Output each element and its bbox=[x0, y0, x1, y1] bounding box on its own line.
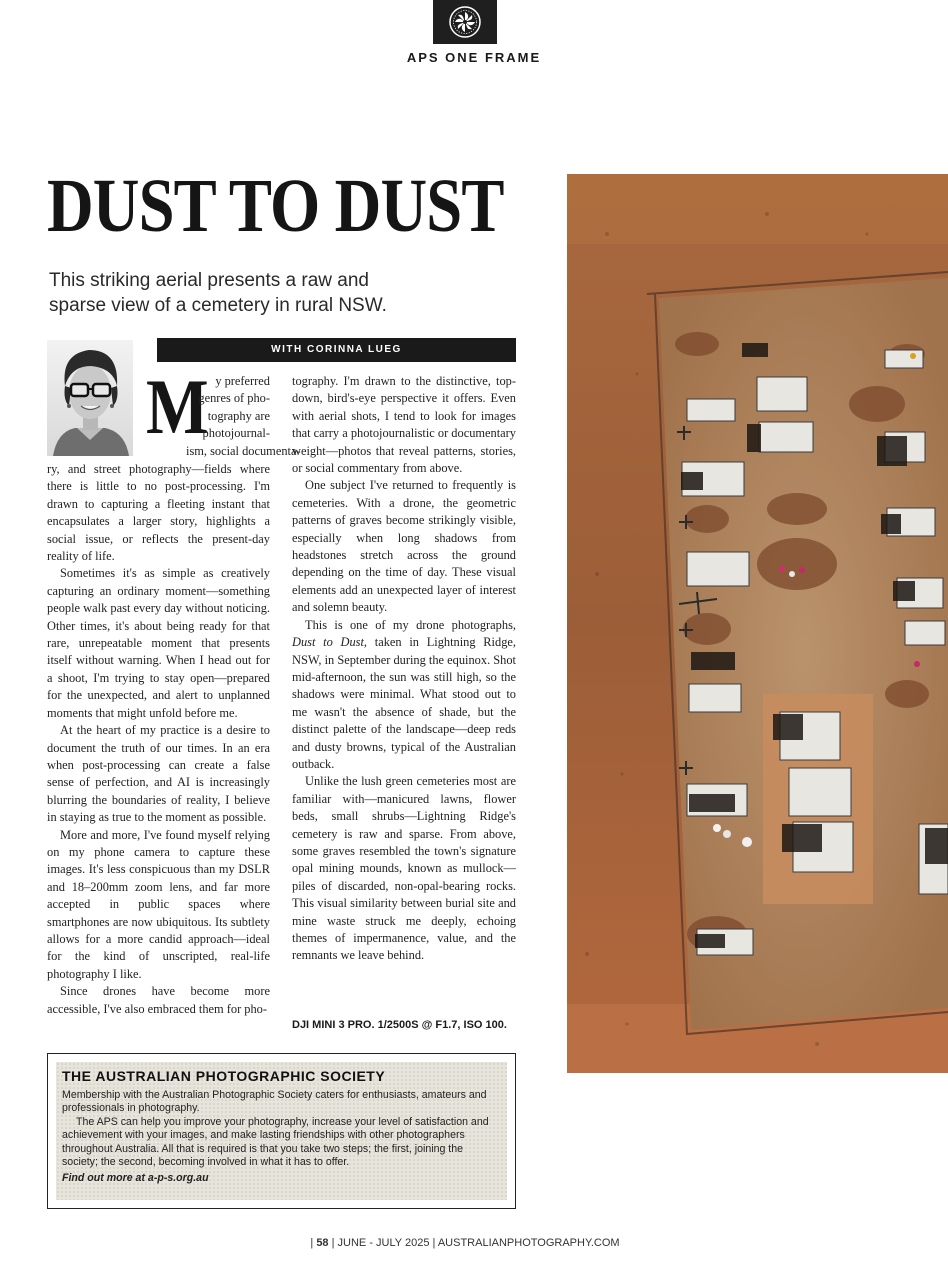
author-portrait bbox=[47, 340, 133, 456]
lead-line: photojournal- bbox=[202, 426, 270, 441]
photo-title: Dust to Dust bbox=[292, 635, 364, 650]
drop-cap: M bbox=[146, 363, 209, 450]
byline: WITH CORINNA LUEG bbox=[157, 338, 516, 362]
article-subtitle: This striking aerial presents a raw and sparse view of a cemetery in rural NSW. bbox=[49, 270, 387, 316]
society-panel bbox=[56, 1062, 507, 1200]
section-label: APS ONE FRAME bbox=[406, 50, 542, 65]
paragraph: ry, and street photography—fields where there is little to no post-processing. I'm drawn to capturing a fleeting instant that encapsulates a larger story, highlights a social issue, or reflects the present-day reality of life. bbox=[47, 462, 270, 564]
paragraph: Since drones have become more accessible, I've also embraced them for pho- bbox=[47, 984, 270, 1016]
lead-line: genres of pho- bbox=[198, 391, 270, 406]
website[interactable]: AUSTRALIANPHOTOGRAPHY.COM bbox=[437, 1237, 620, 1249]
paragraph: At the heart of my practice is a desire to document the truth of our times. In an era when post-processing can create a false sense of perfection, and AI is increasingly blurring the boundaries of reality, I believe in staying as true to the moment as possible. bbox=[47, 723, 270, 825]
paragraph: Unlike the lush green cemeteries most are familiar with—manicured lawns, flower beds, small shrubs—Lightning Ridge's cemetery is raw and sparse. From above, some graves resembled the town's signature opal mining mounds, known as mullock—piles of discarded, non-opal-bearing rocks. This visual similarity between burial site and mine waste struck me deeply, echoing themes of impermanence, value, and the remnants we leave behind. bbox=[292, 774, 516, 963]
body-column-1 bbox=[47, 461, 270, 1018]
aerial-cemetery-photo bbox=[567, 174, 948, 1073]
lead-line: y preferred bbox=[215, 374, 270, 388]
lead-line: tography are bbox=[207, 408, 270, 423]
paragraph: tography. I'm drawn to the distinctive, top-down, bird's-eye perspective it offers. Even with aerial shots, I tend to look for images that carry a photojournalistic or documentary weight—photos that reveal patterns, stories, or social commentary from above. bbox=[292, 374, 516, 476]
article-title: DUST TO DUST bbox=[47, 164, 504, 248]
footer-separator: | bbox=[429, 1237, 438, 1249]
society-link[interactable]: Find out more at a-p-s.org.au bbox=[62, 1172, 209, 1185]
page-number: 58 bbox=[316, 1237, 329, 1249]
paragraph: Sometimes it's as simple as creatively capturing an ordinary moment—something people walk past every day without noticing. Other times, it's about being ready for that rare, unrepeatable moment that presents itself without warning. When I head out for a shoot, I'm trying to stay open—prepared for the unexpected, and alert to unplanned moments that might unfold before me. bbox=[47, 566, 270, 720]
aps-logo bbox=[433, 0, 497, 44]
photo-caption: DJI MINI 3 PRO. 1/2500S @ F1.7, ISO 100. bbox=[292, 1019, 507, 1031]
text-run: , taken in Lightning Ridge, NSW, in September during the equinox. Shot mid-afternoon, the sun was still high, so the shadows were minimal. What stood out to me wasn't the absence of shade, but the distinct palette of the landscape—deep reds and dusty browns, typical of the Australian outback. bbox=[292, 635, 516, 771]
society-box bbox=[47, 1053, 516, 1209]
paragraph bbox=[292, 617, 516, 774]
society-heading: THE AUSTRALIAN PHOTOGRAPHIC SOCIETY bbox=[62, 1068, 386, 1084]
page-footer bbox=[250, 1237, 680, 1249]
paragraph: More and more, I've found myself relying on my phone camera to capture these images. It's less conspicuous than my DSLR and 18–200mm zoom lens, and far more accepted in public spaces where smartphones are now ubiquitous. Its subtlety allows for a more candid approach—ideal for the kind of unscripted, real-life photography I like. bbox=[47, 827, 270, 981]
society-paragraph: The APS can help you improve your photography, increase your level of satisfaction and achievement with your images, and make lasting friendships with other photographers throughout Australia. All that is required is that you take two steps; the first, joining the society; the second, becoming involved in what it has to offer. bbox=[62, 1115, 489, 1169]
lead-text bbox=[186, 373, 301, 460]
issue-date: JUNE - JULY 2025 bbox=[337, 1237, 430, 1249]
lead-line: ism, social documenta- bbox=[186, 443, 301, 458]
society-paragraph: Membership with the Australian Photographic Society caters for enthusiasts, amateurs and professionals in photography. bbox=[62, 1089, 487, 1115]
aps-emblem-icon bbox=[448, 5, 482, 39]
text-run: This is one of my drone photographs, bbox=[305, 617, 516, 632]
paragraph: One subject I've returned to frequently is cemeteries. With a drone, the geometric patterns of graves become strikingly visible, especially when long shadows from headstones stretch across the ground depending on the time of day. These visual elements add an unexpected layer of interest and solemn beauty. bbox=[292, 478, 516, 615]
body-column-2 bbox=[292, 373, 516, 965]
footer-separator: | bbox=[328, 1237, 338, 1249]
footer-separator: | bbox=[310, 1237, 317, 1249]
